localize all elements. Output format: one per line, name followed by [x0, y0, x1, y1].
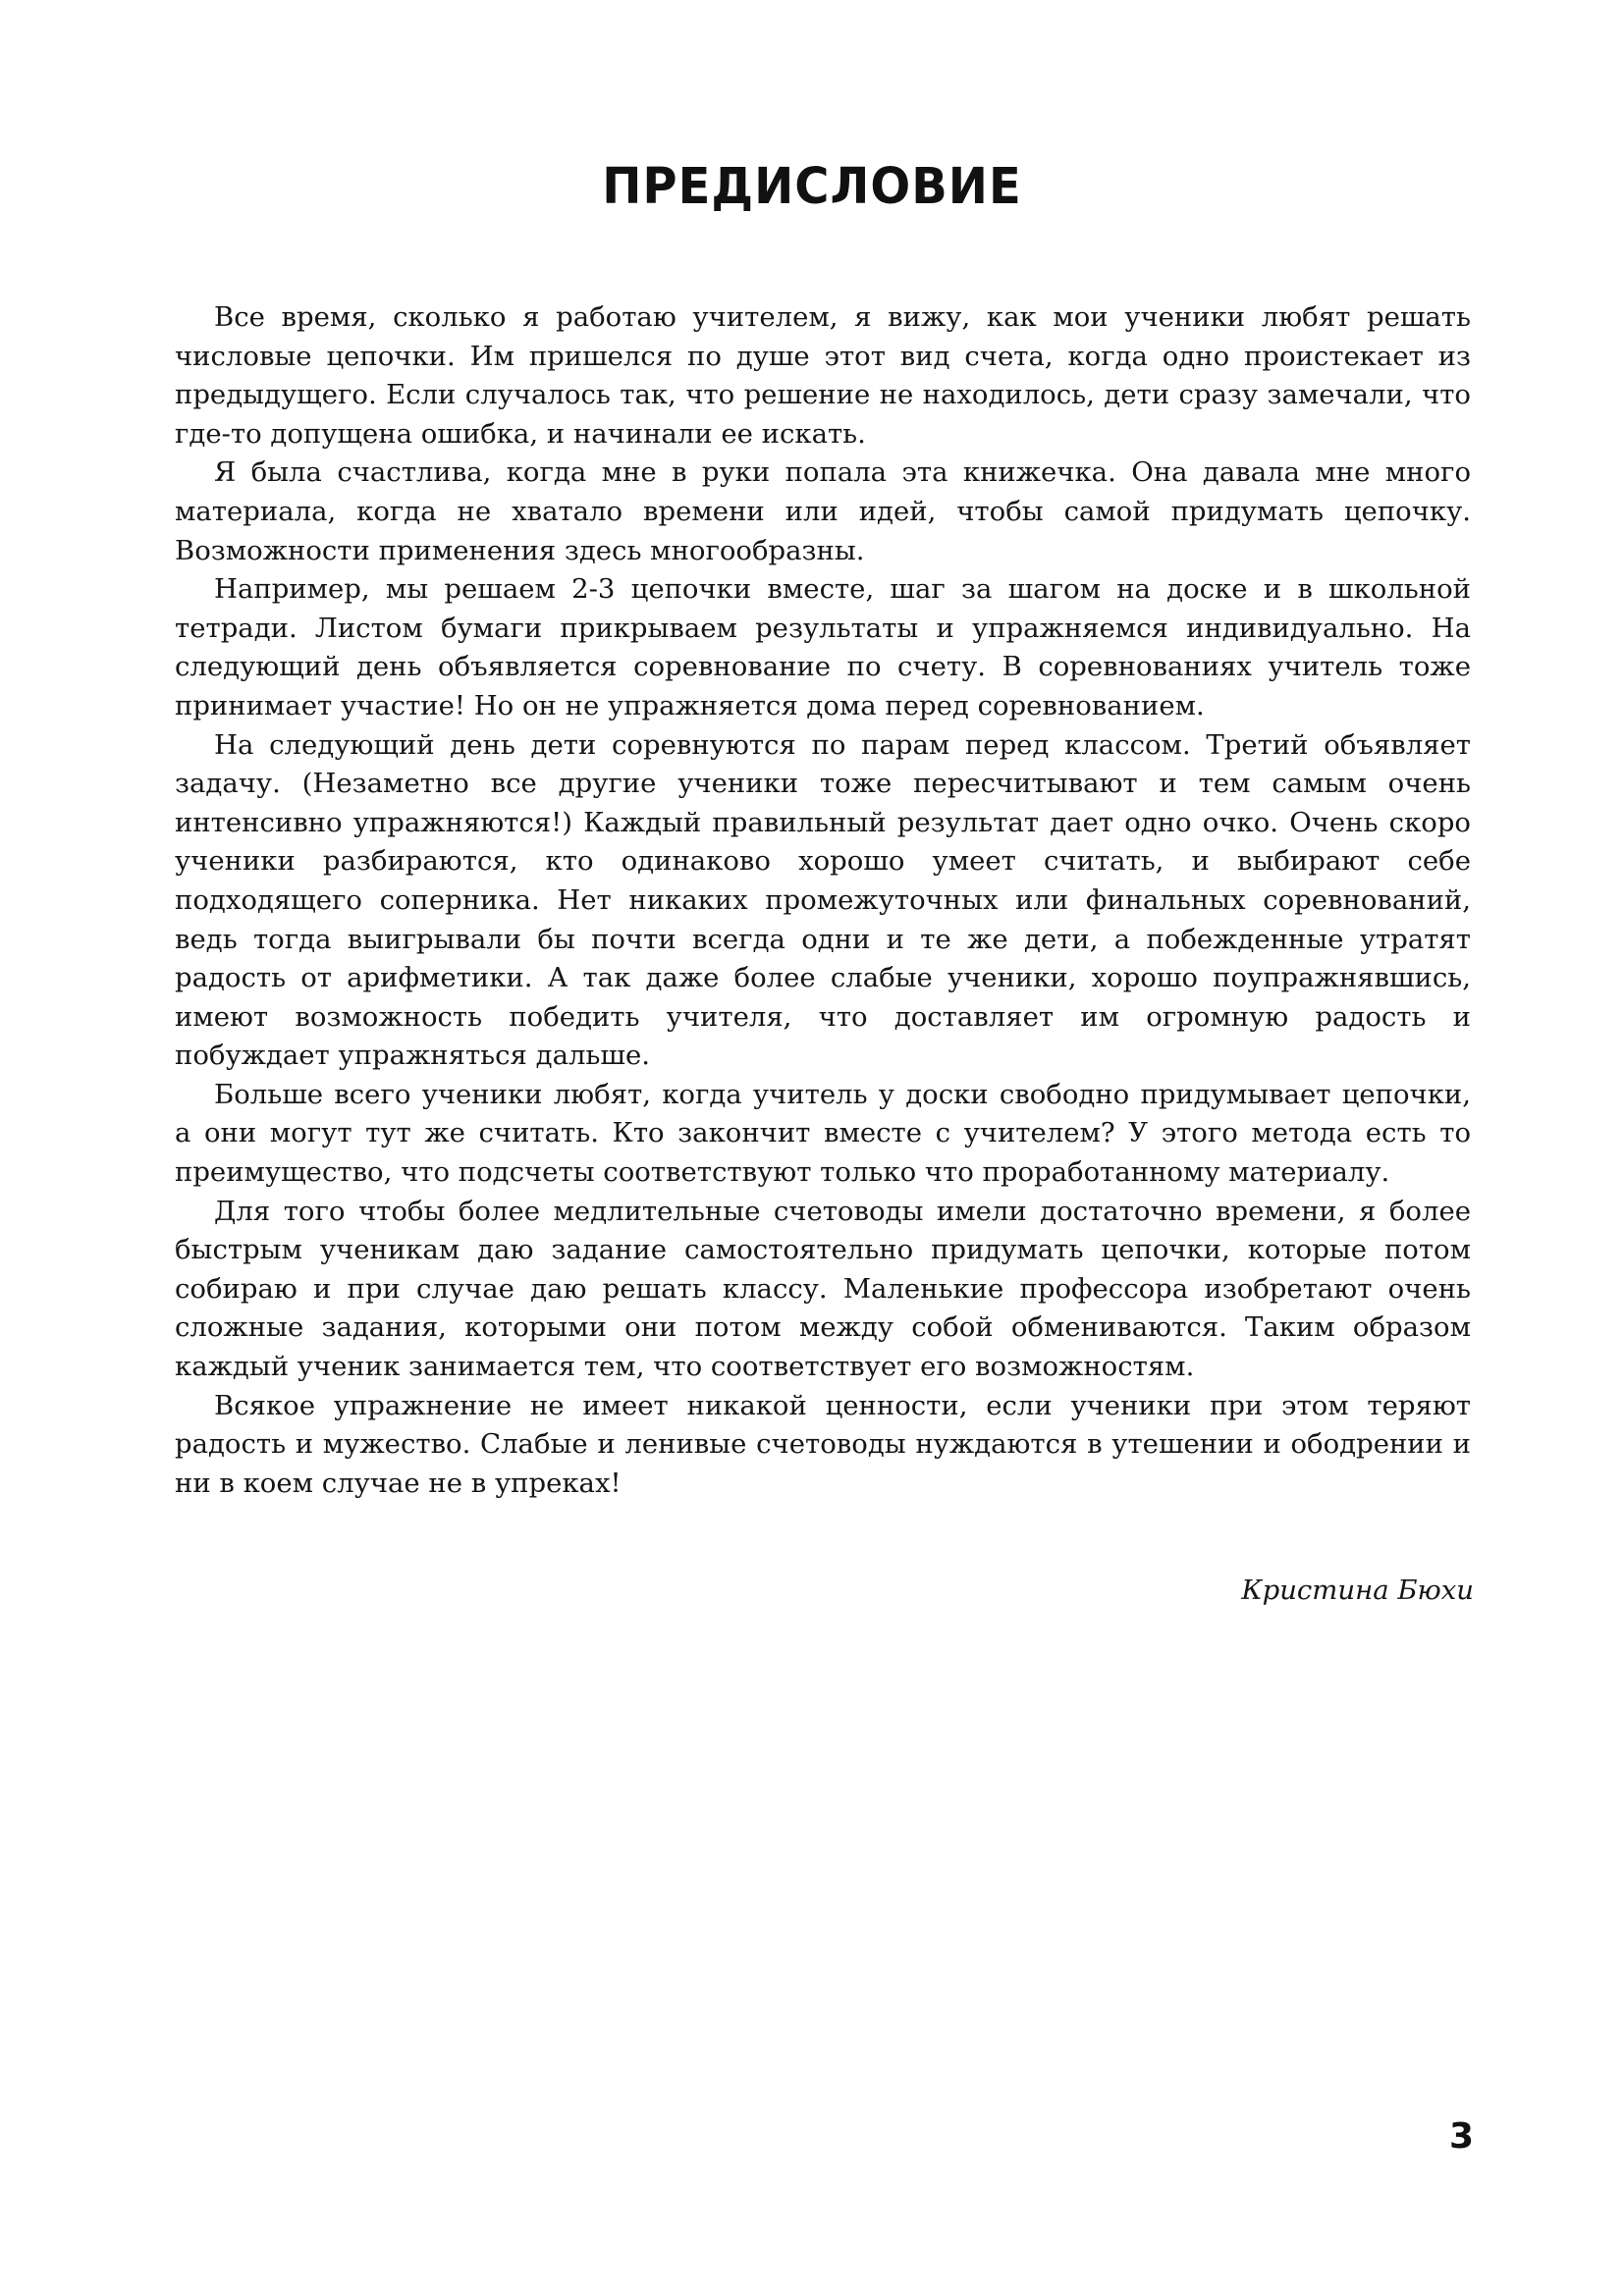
- paragraph: На следующий день дети соревнуются по парам перед классом. Третий объявляет задачу. (Незаметно все другие ученики тоже пересчитывают и тем самым очень интенсивно упражняются!) Каждый правильный результат дает одно очко. Очень скоро ученики разбираются, кто одинаково хорошо умеет считать, и выбирают себе подходящего соперника. Нет никаких промежуточных или финальных соревнований, ведь тогда выигрывали бы почти всегда одни и те же дети, а побежденные утратят радость от арифметики. А так даже более слабые ученики, хорошо поупражнявшись, имеют возможность победить учителя, что доставляет им огромную радость и побуждает упражняться дальше.: [175, 728, 1471, 1072]
- page-number: 3: [1448, 2116, 1474, 2157]
- paragraph: Всякое упражнение не имеет никакой ценности, если ученики при этом теряют радость и мужество. Слабые и ленивые счетоводы нуждаются в утешении и ободрении и ни в коем случае не в упреках!: [175, 1389, 1471, 1499]
- page-title: ПРЕДИСЛОВИЕ: [602, 157, 1022, 216]
- paragraph: Например, мы решаем 2-3 цепочки вместе, шаг за шагом на доске и в школьной тетради. Листом бумаги прикрываем результаты и упражняемся индивидуально. На следующий день объявляется соревнование по счету. В соревнованиях учитель тоже принимает участие! Но он не упражняется дома перед соревнованием.: [175, 573, 1471, 721]
- paragraph: Я была счастлива, когда мне в руки попала эта книжечка. Она давала мне много материала, когда не хватало времени или идей, чтобы самой придумать цепочку. Возможности применения здесь многообразны.: [175, 456, 1471, 566]
- preface-body: [175, 298, 1471, 1503]
- paragraph: Для того чтобы более медлительные счетоводы имели достаточно времени, я более быстрым ученикам даю задание самостоятельно придумать цепочки, которые потом собираю и при случае даю решать классу. Маленькие профессора изобретают очень сложные задания, которыми они потом между собой обмениваются. Таким образом каждый ученик занимается тем, что соответствует его возможностям.: [175, 1195, 1471, 1383]
- paragraph: Все время, сколько я работаю учителем, я вижу, как мои ученики любят решать числовые цепочки. Им пришелся по душе этот вид счета, когда одно проистекает из предыдущего. Если случалось так, что решение не находилось, дети сразу замечали, что где-то допущена ошибка, и начинали ее искать.: [175, 301, 1471, 450]
- author-signature: Кристина Бюхи: [1241, 1575, 1474, 1606]
- paragraph: Больше всего ученики любят, когда учитель у доски свободно придумывает цепочки, а они могут тут же считать. Кто закончит вместе с учителем? У этого метода есть то преимущество, что подсчеты соответствуют только что проработанному материалу.: [175, 1078, 1471, 1189]
